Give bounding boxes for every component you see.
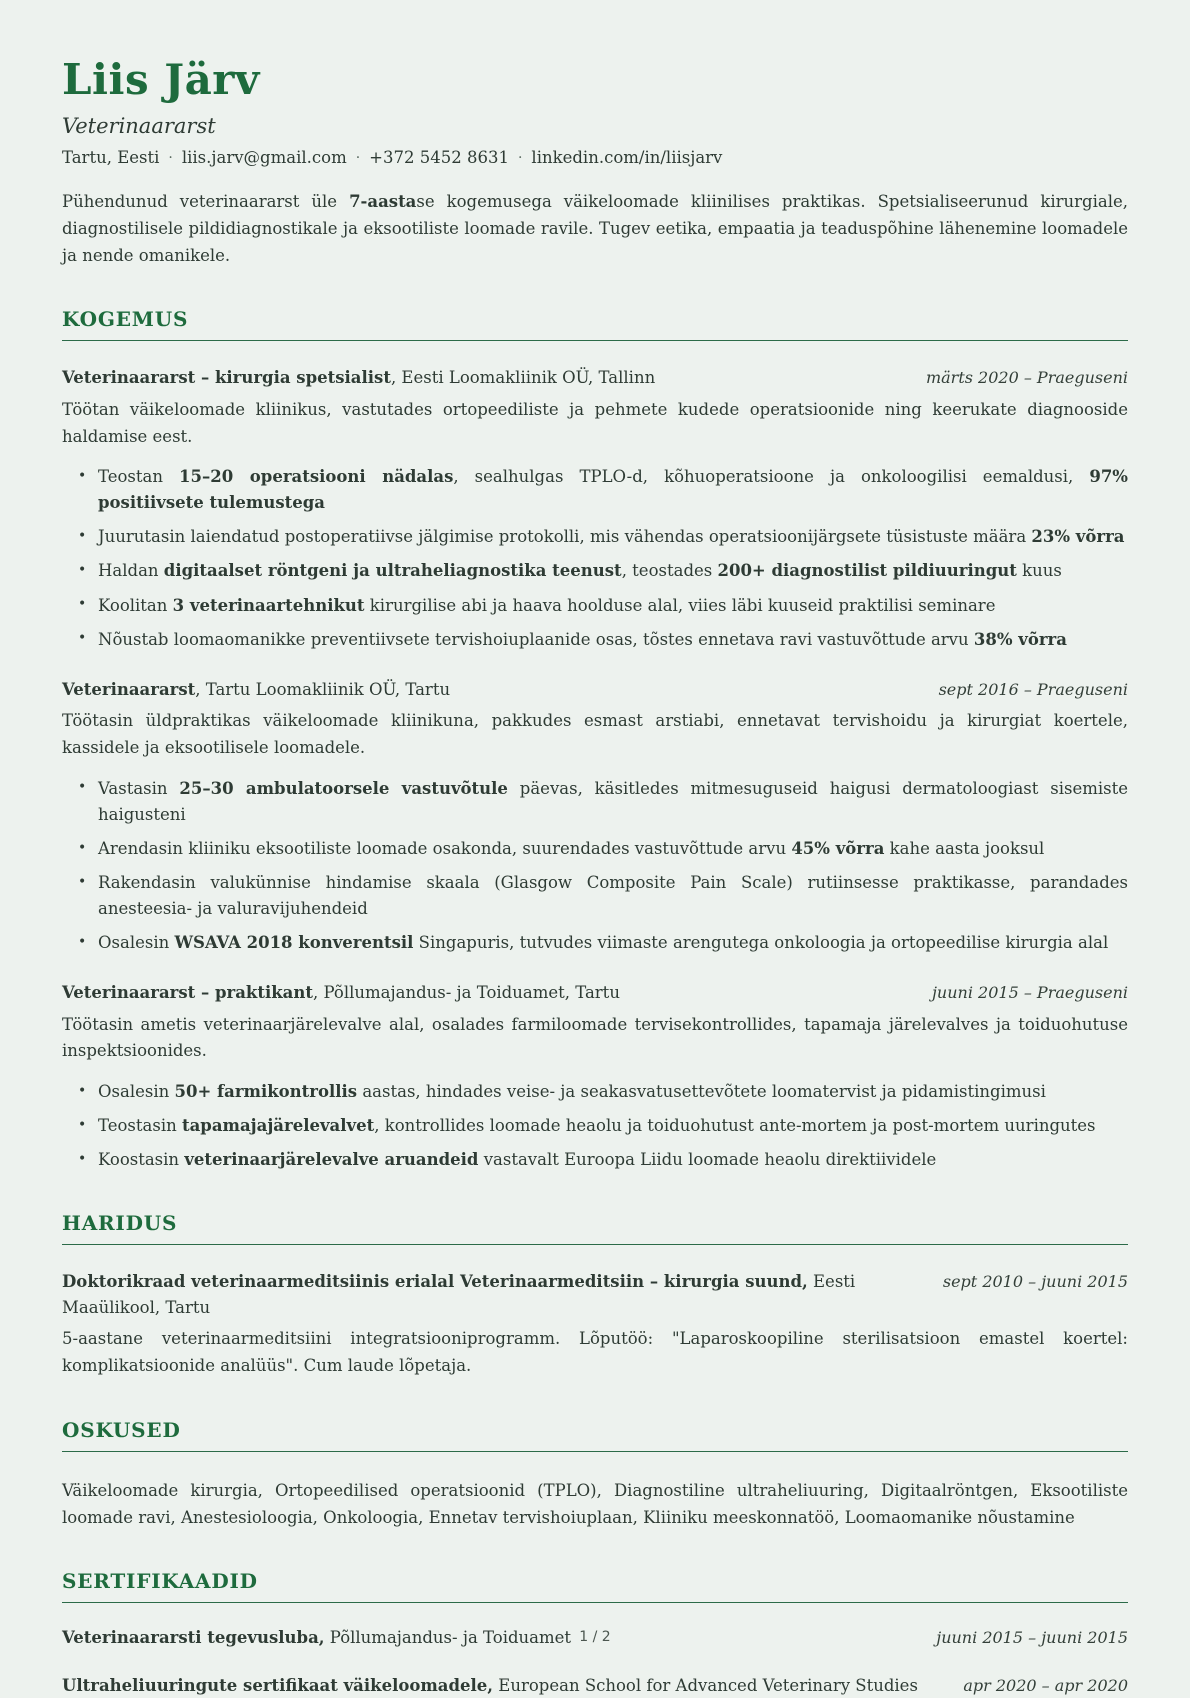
section-divider [62,1244,1128,1245]
education-header [62,1269,1128,1320]
job-description: Töötasin üldpraktikas väikeloomade kliinikuna, pakkudes esmast arstiabi, ennetavat tervishoidu ja kirurgiat koertele, kassidele ja eksootilisele loomadele. [62,711,1128,757]
candidate-job-title: Veterinaararst [62,114,216,139]
job-title: Veterinaararst [62,679,196,699]
section-heading-certificates: SERTIFIKAADID [62,1569,258,1594]
job-entry [62,980,1128,1173]
separator-dot: · [355,150,361,167]
job-entry [62,677,1128,956]
page-footer [0,1628,1190,1648]
bullet-item: • Koolitan 3 veterinaartehnikut kirurgilise abi ja haava hoolduse alal, viies läbi kuuseid praktilisi seminare [78,593,1128,619]
job-entry [62,365,1128,652]
certificate-issuer: Põllumajandus- ja Toiduamet [324,1628,572,1648]
job-title: Veterinaararst – kirurgia spetsialist [62,368,391,388]
job-bullet-list [62,1079,1128,1173]
bullet-item: • Koostasin veterinaarjärelevalve aruandeid vastavalt Euroopa Liidu loomade heaolu direktiividele [78,1147,1128,1173]
resume-header [62,55,1128,269]
job-dates: juuni 2015 – Praeguseni [931,983,1128,1003]
certificate-dates: juuni 2015 – juuni 2015 [936,1628,1128,1648]
job-organization: , Eesti Loomakliinik OÜ, Tallinn [390,368,656,388]
page-indicator: 1 / 2 [579,1629,611,1645]
certificate-header [62,1673,1128,1698]
bullet-item: • Teostan 15–20 operatsiooni nädalas, sealhulgas TPLO-d, kõhuoperatsioone ja onkoloogilisi eemaldusi, 97% positiivsete tulemustega [78,464,1128,516]
bullet-item: • Nõustab loomaomanikke preventiivsete tervishoiuplaanide osas, tõstes ennetava ravi vastuvõttude arvu 38% võrra [78,627,1128,653]
bullet-item: • Juurutasin laiendatud postoperatiivse jälgimise protokolli, mis vähendas operatsioonijärgsete tüsistuste määra 23% võrra [78,524,1128,550]
job-header [62,677,1128,703]
certificate-title: Veterinaararsti tegevusluba, [62,1628,325,1648]
contact-location: Tartu, Eesti [62,148,160,168]
job-title-line [62,677,915,703]
job-title-line [62,365,902,391]
job-bullet-list [62,464,1128,652]
degree-school: Eesti Maaülikool, Tartu [62,1272,856,1317]
section-experience [62,307,1128,1173]
certificate-issuer: European School for Advanced Veterinary Studies [493,1675,918,1695]
job-header [62,980,1128,1006]
bullet-item: • Haldan digitaalset röntgeni ja ultraheliagnostika teenust, teostades 200+ diagnostilist pildiuuringut kuus [78,558,1128,584]
job-description: Töötasin ametis veterinaarjärelevalve alal, osalades farmiloomade tervisekontrollides, tapamaja järelevalves ja toiduohutuse inspektsioonides. [62,1014,1128,1061]
separator-dot: · [168,150,173,167]
certificate-title-line [62,1673,939,1698]
certificate-entry [62,1673,1128,1698]
summary-paragraph: Pühendunud veterinaararst üle 7-aastase kogemusega väikeloomade kliinilises praktikas. Spetsialiseerunud kirurgiale, diagnostilisele pildidiagnostikale ja eksootiliste loomade ravile. Tugev eetika, empaatia ja teaduspõhine lähenemine loomadele ja nende omanikele. [62,192,1128,265]
job-dates: märts 2020 – Praeguseni [925,368,1128,388]
degree-description: 5-aastane veterinaarmeditsiini integratsiooniprogramm. Lõputöö: "Laparoskoopiline sterilisatsioon emastel koertel: komplikatsioonide analüüs". Cum laude lõpetaja. [62,1329,1128,1376]
job-dates: sept 2016 – Praeguseni [938,679,1128,699]
job-bullet-list [62,776,1128,956]
section-divider [62,1602,1128,1603]
job-organization: , Põllumajandus- ja Toiduamet, Tartu [312,983,620,1003]
section-education [62,1211,1128,1380]
section-heading-experience: KOGEMUS [62,307,189,332]
education-entry [62,1269,1128,1380]
certificate-dates: apr 2020 – apr 2020 [963,1675,1128,1695]
degree-title-line [62,1269,919,1320]
section-heading-skills: OSKUSED [62,1417,181,1442]
section-divider [62,1451,1128,1452]
candidate-name: Liis Järv [62,55,260,104]
job-title: Veterinaararst – praktikant [62,983,313,1003]
bullet-item: • Arendasin kliiniku eksootiliste loomade osakonda, suurendades vastuvõttude arvu 45% võrra kahe aasta jooksul [78,836,1128,862]
skills-list: Väikeloomade kirurgia, Ortopeedilised operatsioonid (TPLO), Diagnostiline ultraheliuuring, Digitaalröntgen, Eksootiliste loomade ravi, Anestesioloogia, Onkoloogia, Ennetav tervishoiuplaan, Kliiniku meeskonnatöö, Loomaomanike nõustamine [62,1480,1128,1527]
separator-dot: · [517,150,523,167]
contact-line [62,148,1128,167]
bullet-item: • Osalesin WSAVA 2018 konverentsil Singapuris, tutvudes viimaste arengutega onkoloogia ja ortopeedilise kirurgia alal [78,930,1128,956]
section-skills [62,1418,1128,1531]
bullet-item: • Vastasin 25–30 ambulatoorsele vastuvõtule päevas, käsitledes mitmesuguseid haigusi dermatoloogiast sisemiste haigusteni [78,776,1128,828]
contact-linkedin[interactable]: linkedin.com/in/liisjarv [531,148,723,168]
contact-email[interactable]: liis.jarv@gmail.com [181,148,347,168]
job-header [62,365,1128,391]
job-description: Töötan väikeloomade kliinikus, vastutades ortopeediliste ja pehmete kudede operatsioonide ning keerukate diagnooside haldamise eest. [62,399,1128,446]
job-title-line [62,980,908,1006]
section-heading-education: HARIDUS [62,1211,178,1236]
certificate-title: Ultraheliuuringute sertifikaat väikeloomadele, [62,1675,494,1695]
bullet-item: • Rakendasin valukünnise hindamise skaala (Glasgow Composite Pain Scale) rutiinsesse praktikasse, parandades anesteesia- ja valuravijuhendeid [78,870,1128,922]
contact-phone: +372 5452 8631 [369,148,509,168]
degree-dates: sept 2010 – juuni 2015 [942,1272,1128,1292]
section-divider [62,340,1128,341]
job-organization: , Tartu Loomakliinik OÜ, Tartu [195,679,451,699]
degree-title: Doktorikraad veterinaarmeditsiinis erialal Veterinaarmeditsiin – kirurgia suund, [62,1272,808,1292]
bullet-item: • Teostasin tapamajajärelevalvet, kontrollides loomade heaolu ja toiduohutust ante-mortem ja post-mortem uuringutes [78,1113,1128,1139]
bullet-item: • Osalesin 50+ farmikontrollis aastas, hindades veise- ja seakasvatusettevõtete loomatervist ja pidamistingimusi [78,1079,1128,1105]
